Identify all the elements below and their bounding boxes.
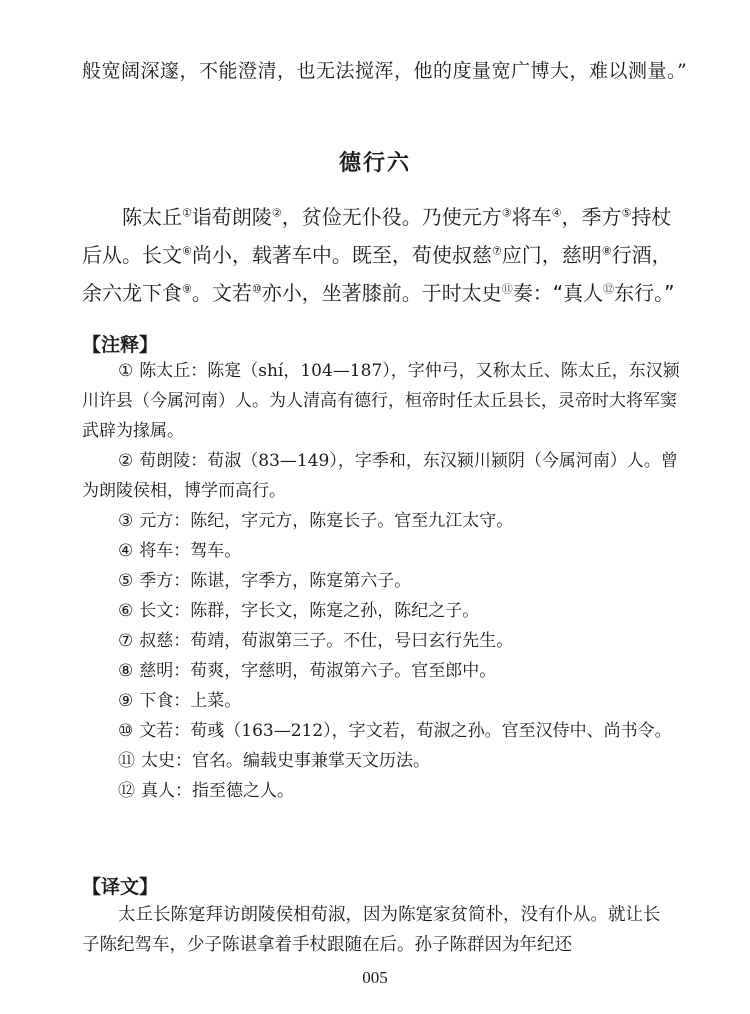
note-ref: ⑥	[182, 244, 192, 258]
translation-text: 太丘长陈寔拜访朗陵侯相荀淑，因为陈寔家贫简朴，没有仆从。就让长子陈纪驾车，少子陈谌拿着手杖跟随在后。孙子陈群因为年纪还	[82, 905, 661, 955]
note-ref: ⑪	[501, 282, 513, 296]
note-number: ⑦	[118, 631, 134, 651]
note-number: ⑪	[118, 751, 135, 771]
note-text: 季方：陈谌，字季方，陈寔第六子。	[139, 571, 412, 591]
translation-heading: 【译文】	[82, 876, 159, 898]
note-item	[82, 716, 682, 746]
main-text-segment: 将车	[511, 205, 552, 229]
main-text-segment: 尚小，载著车中。既至，荀使叔慈	[191, 243, 492, 267]
note-item	[82, 776, 682, 806]
note-item	[82, 626, 682, 656]
note-ref: ⑤	[621, 206, 632, 220]
note-text: 将车：驾车。	[139, 541, 242, 561]
note-text: 荀朗陵：荀淑（83—149），字季和，东汉颍川颍阴（今属河南）人。曾为朗陵侯相，博学而高行。	[82, 451, 678, 501]
note-item	[82, 356, 682, 446]
note-item	[82, 746, 682, 776]
note-text: 陈太丘：陈寔（shí，104—187），字仲弓，又称太丘、陈太丘，东汉颍川许县（今属河南）人。为人清高有德行，桓帝时任太丘县长，灵帝时大将军窦武辟为掾属。	[82, 361, 680, 441]
note-ref: ①	[182, 206, 192, 220]
note-text: 叔慈：荀靖，荀淑第三子。不仕，号曰玄行先生。	[139, 631, 514, 651]
main-text	[82, 198, 682, 312]
main-text-segment: 诣荀朗陵	[191, 205, 272, 229]
note-item	[82, 506, 682, 536]
note-number: ③	[118, 511, 134, 531]
note-number: ⑫	[118, 781, 135, 801]
continuation-text: 般宽阔深邃，不能澄清，也无法搅浑，他的度量宽广博大，难以测量。”	[82, 60, 688, 82]
note-ref: ⑧	[601, 244, 612, 258]
note-text: 慈明：荀爽，字慈明，荀淑第六子。官至郎中。	[139, 661, 497, 681]
note-text: 长文：陈群，字长文，陈寔之孙，陈纪之子。	[139, 601, 480, 621]
note-ref: ⑦	[491, 244, 502, 258]
note-ref: ④	[551, 206, 562, 220]
note-text: 太史：官名。编载史事兼掌天文历法。	[141, 751, 430, 771]
notes-list	[82, 356, 682, 806]
note-number: ⑨	[118, 691, 134, 711]
note-text: 元方：陈纪，字元方，陈寔长子。官至九江太守。	[139, 511, 514, 531]
notes-heading: 【注释】	[82, 334, 159, 356]
section-title: 德行六	[338, 150, 411, 176]
note-number: ②	[118, 451, 134, 471]
note-text: 下食：上菜。	[139, 691, 242, 711]
main-text-segment: 亦小，坐著膝前。于时太史	[261, 281, 502, 305]
note-number: ⑧	[118, 661, 134, 681]
note-number: ⑥	[118, 601, 134, 621]
note-number: ①	[118, 361, 134, 381]
note-ref: ②	[271, 206, 282, 220]
note-ref: ⑩	[251, 282, 262, 296]
note-text: 真人：指至德之人。	[141, 781, 294, 801]
note-ref: ③	[501, 206, 512, 220]
note-text: 文若：荀彧（163—212），字文若，荀淑之孙。官至汉侍中、尚书令。	[139, 721, 672, 741]
note-item	[82, 566, 682, 596]
note-item	[82, 536, 682, 566]
main-text-segment: ，季方	[561, 205, 622, 229]
note-number: ⑩	[118, 721, 134, 741]
note-item	[82, 656, 682, 686]
main-text-segment: 。文若	[191, 281, 252, 305]
note-number: ⑤	[118, 571, 134, 591]
note-ref: ⑫	[603, 282, 615, 296]
main-text-segment: 陈太丘	[122, 205, 182, 229]
note-item	[82, 446, 682, 506]
main-text-segment: 东行。”	[614, 281, 675, 305]
note-number: ④	[118, 541, 134, 561]
main-text-segment: 持杖后从。长文	[82, 205, 672, 267]
main-text-segment: 行酒，余六龙下食	[82, 243, 672, 305]
note-ref: ⑨	[182, 282, 192, 296]
main-text-segment: 奏：“真人	[512, 281, 604, 305]
main-text-segment: ，贫俭无仆役。乃使元方	[281, 205, 502, 229]
main-text-segment: 应门，慈明	[501, 243, 602, 267]
note-item	[82, 686, 682, 716]
note-item	[82, 596, 682, 626]
page-number: 005	[362, 968, 388, 987]
